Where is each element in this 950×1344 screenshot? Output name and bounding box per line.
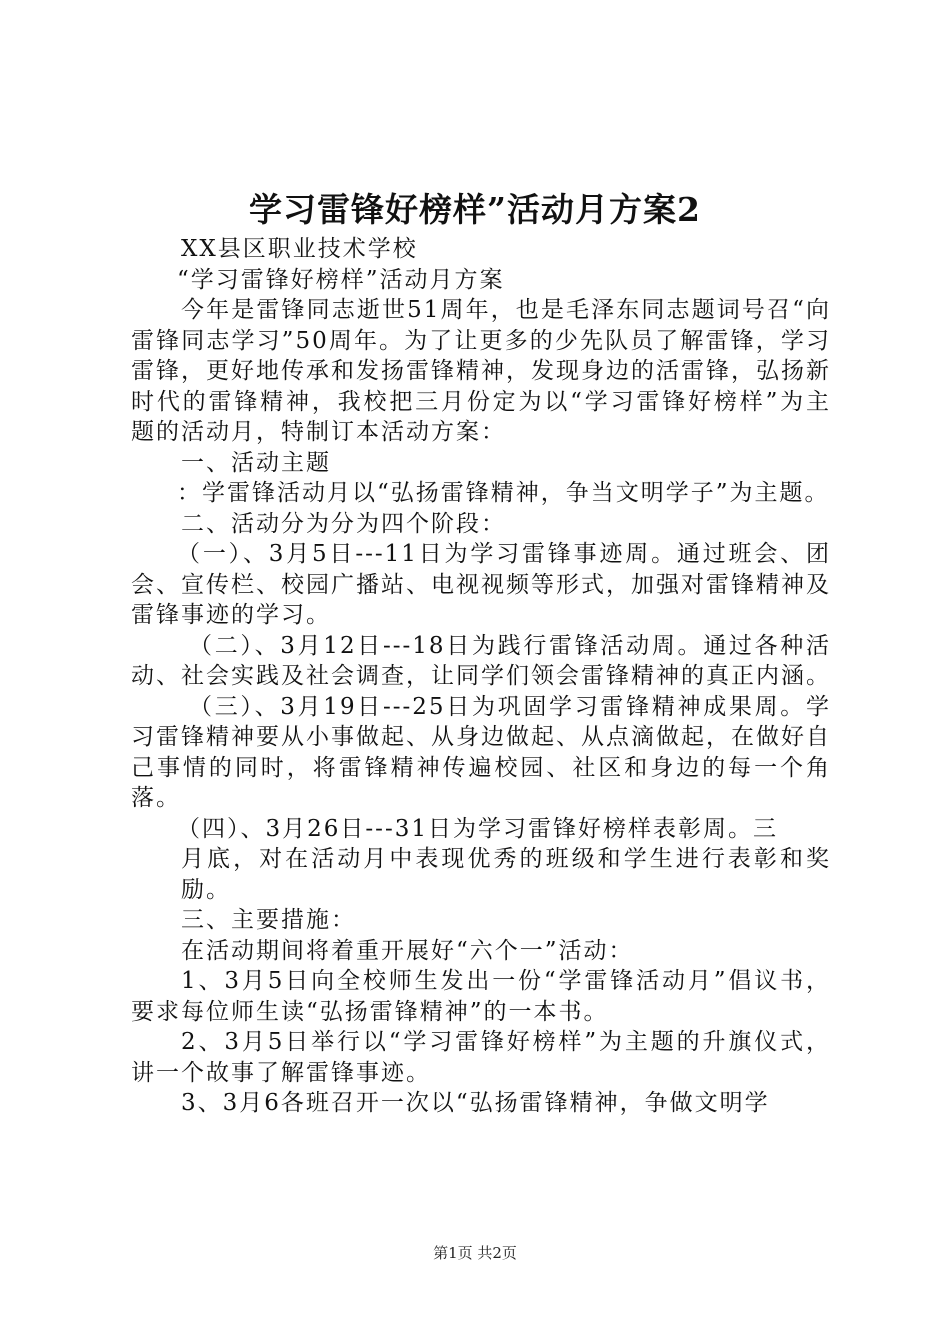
page-footer: 第1页 共2页	[433, 1244, 517, 1262]
plan-subtitle: “学习雷锋好榜样”活动月方案	[177, 266, 505, 293]
document-body	[131, 234, 831, 1119]
section-heading-theme: 一、活动主题	[181, 449, 331, 476]
measure-item-3: 3、3月6各班召开一次以“弘扬雷锋精神，争做文明学	[181, 1090, 770, 1116]
section-heading-stages: 二、活动分为分为四个阶段：	[181, 510, 506, 537]
measures-intro: 在活动期间将着重开展好“六个一”活动：	[181, 937, 634, 964]
school-name: XX县区职业技术学校	[181, 236, 418, 262]
stage-four-continuation: 月底，对在活动月中表现优秀的班级和学生进行表彰和奖励。	[181, 846, 831, 903]
intro-paragraph: 今年是雷锋同志逝世51周年，也是毛泽东同志题词号召“向雷锋同志学习”50周年。为了让更多的少先队员了解雷锋，学习雷锋，更好地传承和发扬雷锋精神，发现身边的活雷锋，弘扬新时代的雷锋精神，我校把三月份定为以“学习雷锋好榜样”为主题的活动月，特制订本活动方案：	[131, 297, 831, 445]
section-heading-measures: 三、主要措施：	[181, 907, 356, 933]
stage-three-paragraph: （三）、3月19日---25日为巩固学习雷锋精神成果周。学习雷锋精神要从小事做起、从身边做起、从点滴做起，在做好自己事情的同时，将雷锋精神传遍校园、社区和身边的每一个角落。	[131, 693, 831, 811]
document-title: 学习雷锋好榜样”活动月方案2	[249, 190, 701, 229]
measure-item-1: 1、3月5日向全校师生发出一份“学雷锋活动月”倡议书，要求每位师生读“弘扬雷锋精神”的一本书。	[131, 968, 831, 1025]
measure-item-2: 2、3月5日举行以“学习雷锋好榜样”为主题的升旗仪式，讲一个故事了解雷锋事迹。	[131, 1029, 831, 1086]
stage-one-paragraph: （一）、3月5日---11日为学习雷锋事迹周。通过班会、团会、宣传栏、校园广播站、电视视频等形式，加强对雷锋精神及雷锋事迹的学习。	[131, 541, 831, 628]
stage-four-paragraph: （四）、3月26日---31日为学习雷锋好榜样表彰周。三	[177, 815, 778, 842]
theme-paragraph: ：学雷锋活动月以“弘扬雷锋精神，争当文明学子”为主题。	[177, 480, 830, 506]
stage-two-paragraph: （二）、3月12日---18日为践行雷锋活动周。通过各种活动、社会实践及社会调查，让同学们领会雷锋精神的真正内涵。	[131, 632, 831, 689]
